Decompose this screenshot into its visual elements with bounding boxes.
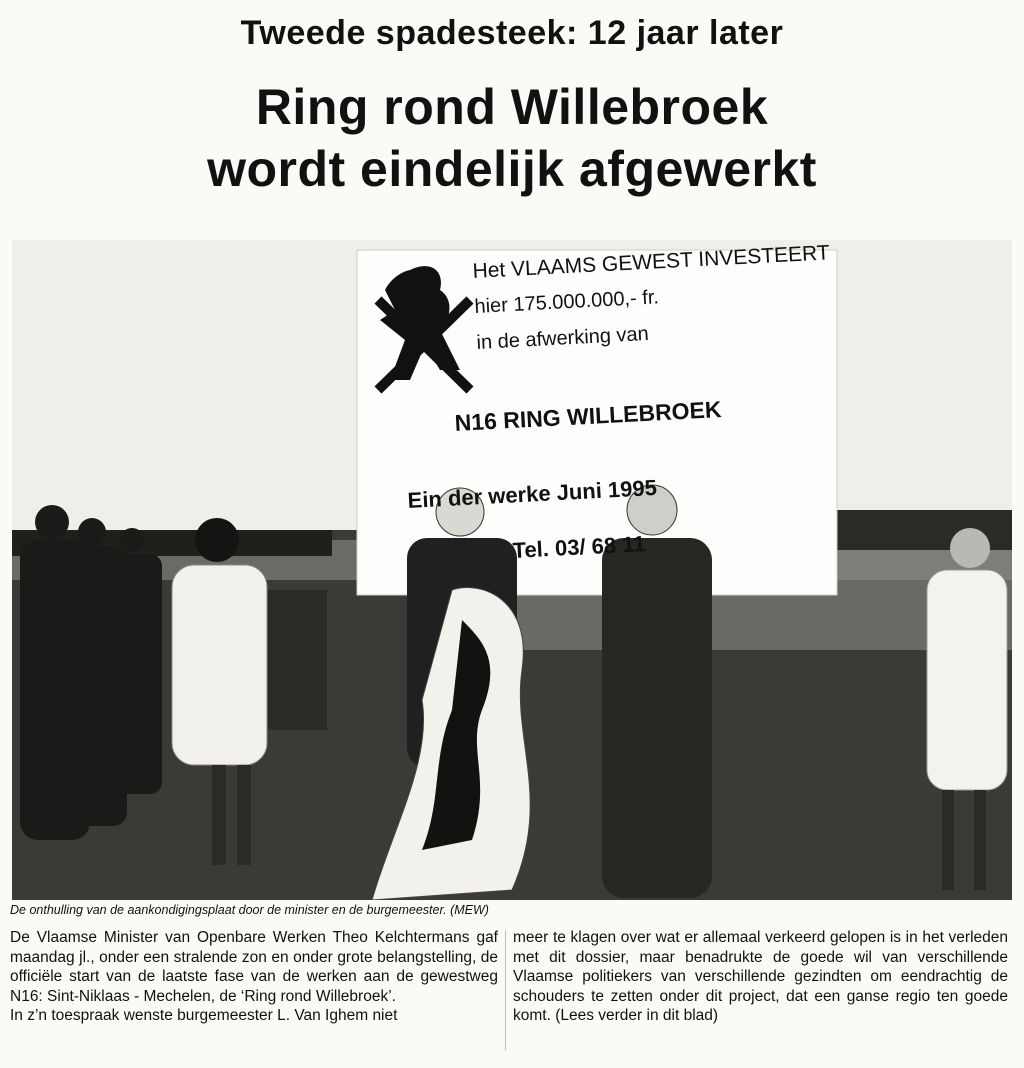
sign-purpose-line: in de afwerking van <box>476 322 650 354</box>
body-column-right <box>513 928 1008 1026</box>
sign-invest-line: Het VLAAMS GEWEST INVESTEERT <box>472 241 831 283</box>
sign-amount-line: hier 175.000.000,- fr. <box>474 286 660 318</box>
crowd-left <box>20 505 162 840</box>
body-paragraph-3: meer te klagen over wat er allemaal verkeerd gelopen is in het verleden met dit dossier, maar benadrukte de goede wil van verschillende Vlaamse politiekers van verschillende gezindten om eendrachtig de schouders te zetten onder dit project, dat een ganse regio ten goede komt. (Lees verder in dit blad) <box>513 929 1008 1024</box>
headline-line-1: Ring rond Willebroek <box>255 79 769 135</box>
body-paragraph-2: In z’n toespraak wenste burgemeester L. Van Ighem niet <box>10 1007 398 1024</box>
photo-caption: De onthulling van de aankondigingsplaat door de minister en de burgemeester. (MEW) <box>10 903 489 917</box>
headline-line-2: wordt eindelijk afgewerkt <box>207 141 817 197</box>
column-divider <box>505 930 506 1050</box>
article-kicker: Tweede spadesteek: 12 jaar later <box>240 14 784 52</box>
article-photo <box>12 240 1012 900</box>
article-headline <box>0 76 1024 200</box>
body-column-left <box>10 928 498 1026</box>
announcement-sign <box>362 240 832 620</box>
body-paragraph-1: De Vlaamse Minister van Openbare Werken Theo Kelchtermans gaf maandag jl., onder een stralende zon en onder grote belangstelling, de officiële start van de laatste fase van de werken aan de gewestweg N16: Sint-Niklaas - Mechelen, de ‘Ring rond Willebroek’. <box>10 929 498 1005</box>
sign-end-date: Ein der werke Juni 1995 <box>407 474 658 513</box>
sign-telephone: Tel. 03/ 68 11 <box>512 531 647 563</box>
sign-road-name: N16 RING WILLEBROEK <box>454 396 723 436</box>
